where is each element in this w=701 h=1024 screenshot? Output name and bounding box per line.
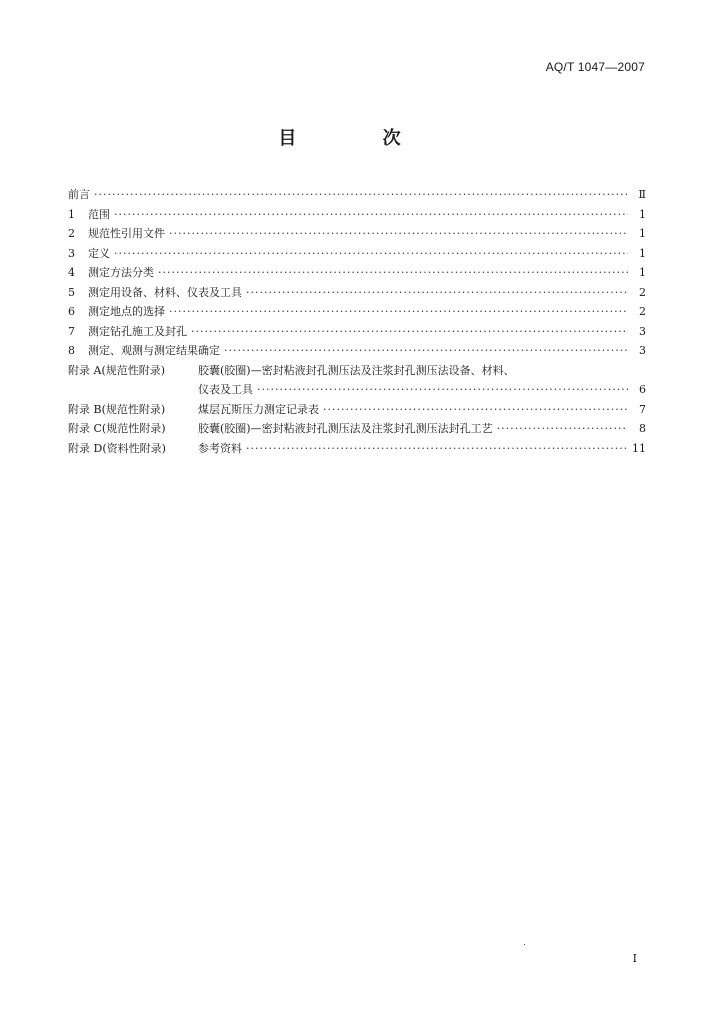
- toc-entry-label: 测定地点的选择: [88, 305, 165, 318]
- toc-entry-3[interactable]: [68, 244, 646, 264]
- toc-entry-number: 6: [68, 305, 75, 318]
- toc-entry-6[interactable]: [68, 302, 646, 322]
- dot-leader: [94, 185, 628, 205]
- toc-appendix-label: 参考资料: [198, 441, 242, 455]
- toc-entry-5[interactable]: [68, 283, 646, 303]
- toc-appendix-d[interactable]: [68, 439, 646, 459]
- toc-entry-page: 2: [639, 305, 646, 318]
- toc-entry-label: 测定用设备、材料、仪表及工具: [88, 285, 242, 299]
- dot-leader: [191, 322, 628, 342]
- table-of-contents: [68, 185, 646, 458]
- toc-entry-label: 测定方法分类: [88, 266, 154, 279]
- toc-entry-label: 测定、观测与测定结果确定: [88, 344, 220, 357]
- toc-entry-page: 3: [639, 324, 646, 338]
- page-number: I: [632, 952, 637, 965]
- dot-leader: [169, 302, 628, 322]
- toc-entry-7[interactable]: [68, 322, 646, 342]
- toc-entry-page: 1: [639, 246, 646, 260]
- dot-leader: [246, 439, 628, 459]
- toc-appendix-label: 胶囊(胶圈)—密封粘液封孔测压法及注浆封孔测压法设备、材料、: [198, 363, 515, 377]
- toc-entry-page: 1: [639, 227, 646, 240]
- toc-entry-4[interactable]: [68, 263, 646, 283]
- toc-entry-number: 2: [68, 227, 75, 240]
- toc-entry-label: 范围: [88, 207, 110, 221]
- toc-appendix-tag: 附录 C(规范性附录): [68, 422, 166, 435]
- dot-leader: [224, 341, 628, 361]
- toc-entry-page: 1: [639, 207, 646, 221]
- toc-entry-page: Ⅱ: [638, 188, 646, 201]
- dot-leader: [246, 283, 628, 303]
- toc-appendix-label: 胶囊(胶圈)—密封粘液封孔测压法及注浆封孔测压法封孔工艺: [198, 422, 493, 435]
- page-title: 目 次: [278, 128, 441, 149]
- toc-entry-2[interactable]: [68, 224, 646, 244]
- toc-entry-label: 规范性引用文件: [88, 227, 165, 240]
- toc-appendix-tag: 附录 A(规范性附录): [68, 363, 166, 377]
- dot-leader: [114, 244, 628, 264]
- toc-entry-number: 5: [68, 285, 75, 299]
- toc-entry-foreword[interactable]: [68, 185, 646, 205]
- dot-leader: [497, 419, 628, 439]
- toc-entry-number: 8: [68, 344, 75, 357]
- toc-entry-number: 4: [68, 266, 75, 279]
- dot-leader: [169, 224, 628, 244]
- dot-leader: [323, 400, 628, 420]
- toc-entry-8[interactable]: [68, 341, 646, 361]
- toc-appendix-c[interactable]: [68, 419, 646, 439]
- dot-leader: [114, 205, 628, 225]
- toc-appendix-tag: 附录 D(资料性附录): [68, 441, 166, 455]
- standard-code: AQ/T 1047—2007: [545, 60, 645, 74]
- toc-entry-page: 3: [639, 344, 646, 357]
- toc-entry-number: 3: [68, 246, 75, 260]
- toc-appendix-a[interactable]: [68, 361, 646, 381]
- toc-appendix-page: 11: [632, 441, 646, 455]
- toc-entry-page: 1: [639, 266, 646, 279]
- toc-appendix-b[interactable]: [68, 400, 646, 420]
- dot-leader: [257, 380, 628, 400]
- toc-entry-label: 前言: [68, 188, 90, 201]
- toc-appendix-tag: 附录 B(规范性附录): [68, 402, 166, 416]
- toc-entry-number: 1: [68, 207, 75, 221]
- toc-appendix-page: 8: [639, 422, 646, 435]
- toc-appendix-label: 仪表及工具: [198, 383, 253, 396]
- toc-appendix-label: 煤层瓦斯压力测定记录表: [198, 402, 319, 416]
- toc-entry-label: 测定钻孔施工及封孔: [88, 324, 187, 338]
- toc-entry-label: 定义: [88, 246, 110, 260]
- toc-appendix-a-continued[interactable]: [68, 380, 646, 400]
- scan-speck: [524, 944, 525, 945]
- toc-entry-page: 2: [639, 285, 646, 299]
- dot-leader: [158, 263, 628, 283]
- toc-entry-1[interactable]: [68, 205, 646, 225]
- toc-appendix-page: 6: [639, 383, 646, 396]
- toc-appendix-page: 7: [639, 402, 646, 416]
- toc-entry-number: 7: [68, 324, 75, 338]
